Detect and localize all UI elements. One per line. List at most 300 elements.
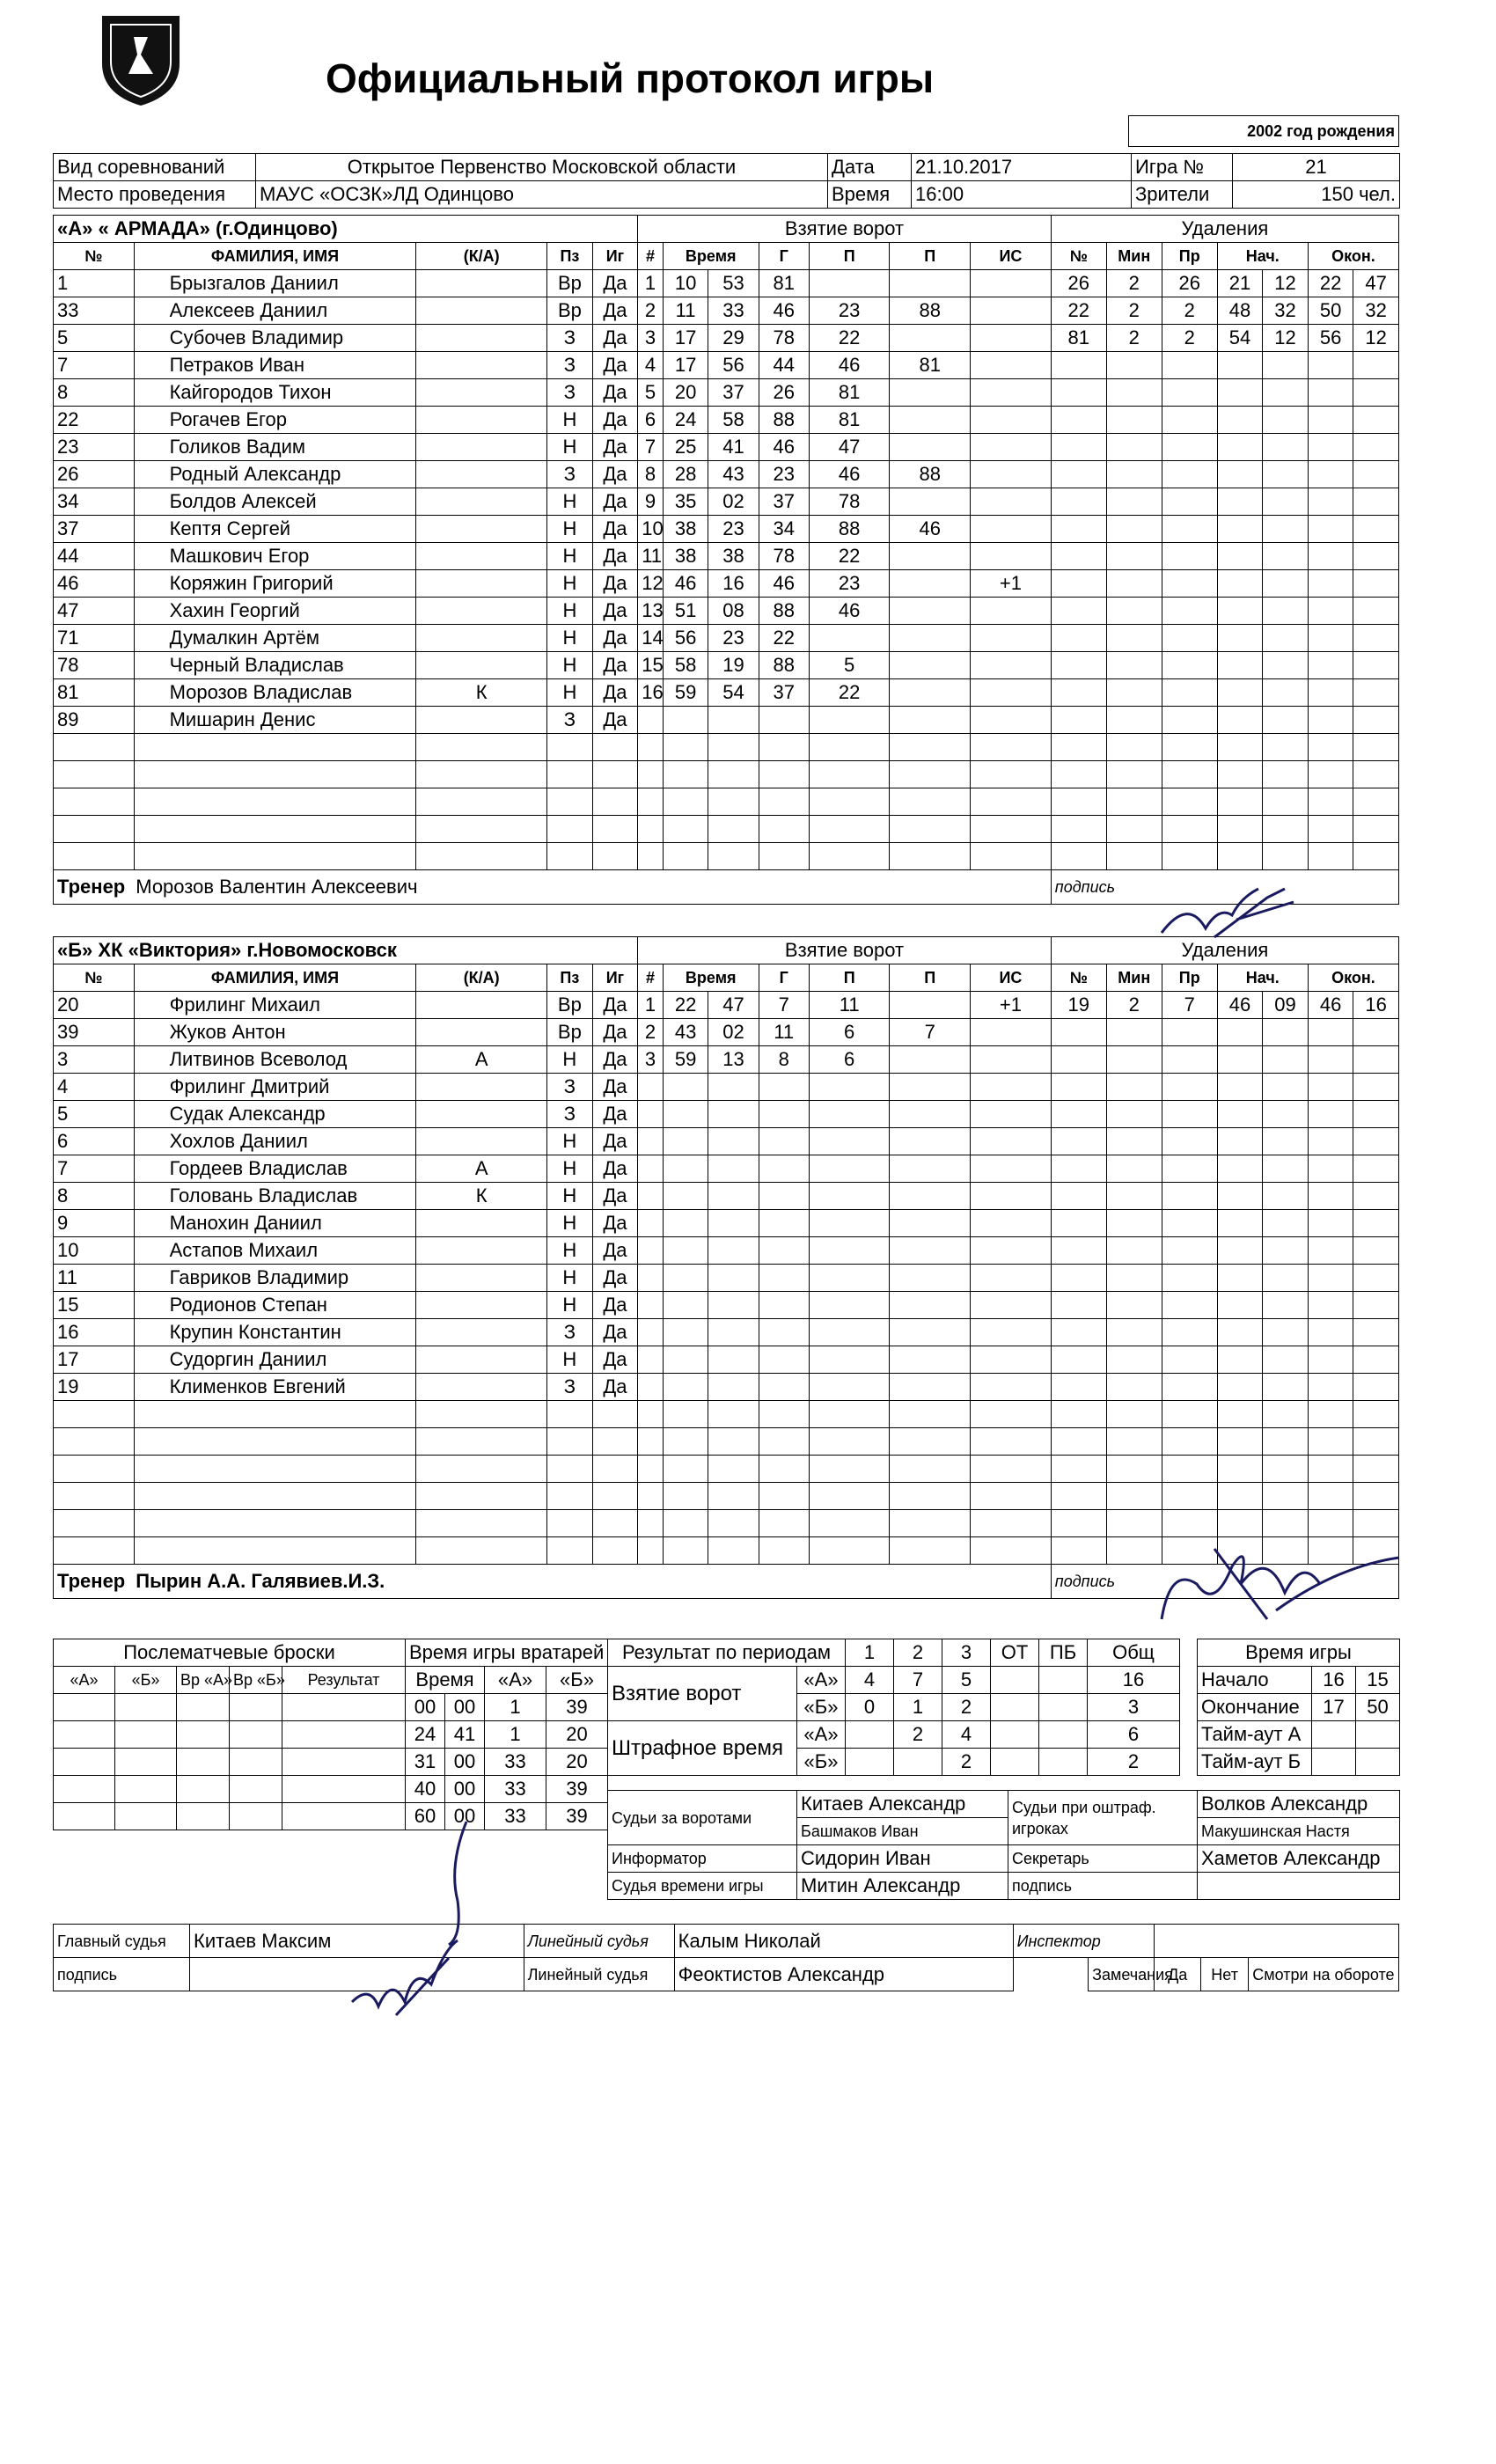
empty-cell <box>971 1401 1052 1428</box>
player-position: Н <box>547 407 593 434</box>
col-header-name: ФАМИЛИЯ, ИМЯ <box>134 964 416 992</box>
empty-cell <box>708 1101 759 1128</box>
empty-cell <box>759 1128 809 1155</box>
player-name: Гавриков Владимир <box>134 1265 416 1292</box>
empty-cell <box>416 734 547 761</box>
player-position: З <box>547 325 593 352</box>
empty-cell <box>663 1265 708 1292</box>
empty-cell <box>890 1237 971 1265</box>
player-position: Н <box>547 1046 593 1074</box>
empty-cell <box>708 1510 759 1537</box>
player-number: 81 <box>54 679 135 707</box>
empty-cell <box>1051 788 1106 816</box>
empty-cell <box>1263 734 1309 761</box>
goal-min: 24 <box>663 407 708 434</box>
empty-cell <box>1106 679 1162 707</box>
empty-cell <box>1051 1401 1106 1428</box>
col-header-played: Иг <box>592 964 638 992</box>
empty-cell <box>638 1074 664 1101</box>
player-name: Кайгородов Тихон <box>134 379 416 407</box>
empty-cell <box>663 1074 708 1101</box>
empty-cell <box>1263 379 1309 407</box>
empty-cell <box>1353 1428 1399 1456</box>
player-played: Да <box>592 1319 638 1346</box>
empty-cell <box>1106 488 1162 516</box>
player-role <box>416 1128 547 1155</box>
empty-cell <box>1217 1346 1263 1374</box>
goal-scorer: 44 <box>759 352 809 379</box>
pen-min: 2 <box>1106 325 1162 352</box>
player-position: Н <box>547 625 593 652</box>
empty-cell <box>1308 1483 1353 1510</box>
goalie-cell: 00 <box>445 1694 485 1721</box>
empty-cell <box>1106 1401 1162 1428</box>
empty-cell <box>1051 1483 1106 1510</box>
col-header-start: Нач. <box>1217 243 1308 270</box>
empty-cell <box>1263 1183 1309 1210</box>
player-number: 39 <box>54 1019 135 1046</box>
empty-cell <box>708 1210 759 1237</box>
pen-player: 19 <box>1051 992 1106 1019</box>
goal-min: 38 <box>663 543 708 570</box>
player-role <box>416 434 547 461</box>
empty-cell <box>1162 598 1217 625</box>
player-position: Вр <box>547 1019 593 1046</box>
goal-strength <box>971 325 1052 352</box>
player-number: 47 <box>54 598 135 625</box>
empty-cell <box>1106 434 1162 461</box>
pen-player: 22 <box>1051 297 1106 325</box>
player-role <box>416 1019 547 1046</box>
table-row <box>54 761 1399 788</box>
end-label: Окончание <box>1198 1694 1312 1721</box>
player-position: З <box>547 352 593 379</box>
empty-cell <box>1162 1101 1217 1128</box>
shootout-table <box>53 1639 406 1830</box>
empty-cell <box>1308 1428 1353 1456</box>
empty-cell <box>1162 570 1217 598</box>
player-role <box>416 1101 547 1128</box>
pen-start-sec: 12 <box>1263 270 1309 297</box>
period-value <box>846 1749 894 1776</box>
empty-cell <box>708 843 759 870</box>
empty-cell <box>1051 1210 1106 1237</box>
player-number: 46 <box>54 570 135 598</box>
empty-cell <box>1162 1019 1217 1046</box>
table-row <box>54 1128 1399 1155</box>
empty-cell <box>1051 570 1106 598</box>
table-row <box>54 434 1399 461</box>
player-name: Субочев Владимир <box>134 325 416 352</box>
empty-cell <box>1308 1292 1353 1319</box>
empty-cell <box>809 1456 890 1483</box>
empty-cell <box>1353 1346 1399 1374</box>
pen-min: 2 <box>1106 992 1162 1019</box>
col-header-gn: # <box>638 243 664 270</box>
empty-cell <box>1162 652 1217 679</box>
player-played: Да <box>592 543 638 570</box>
empty-cell <box>759 1237 809 1265</box>
empty-cell <box>1308 1456 1353 1483</box>
remarks-no: Нет <box>1201 1958 1248 1991</box>
empty-cell <box>708 1292 759 1319</box>
pen-start-sec: 12 <box>1263 325 1309 352</box>
player-played: Да <box>592 1101 638 1128</box>
team-name: «Б» ХК «Виктория» г.Новомосковск <box>54 937 638 964</box>
empty-cell <box>1051 1101 1106 1128</box>
empty-cell <box>1263 543 1309 570</box>
goal-strength: +1 <box>971 992 1052 1019</box>
empty-cell <box>1106 598 1162 625</box>
empty-cell <box>971 1510 1052 1537</box>
player-role: К <box>416 1183 547 1210</box>
empty-cell <box>1217 598 1263 625</box>
period-col-5: Общ <box>1088 1639 1180 1667</box>
empty-cell <box>1308 570 1353 598</box>
empty-cell <box>708 816 759 843</box>
goal-min: 38 <box>663 516 708 543</box>
goal-min: 28 <box>663 461 708 488</box>
goal-scorer: 46 <box>759 297 809 325</box>
shootout-col-2: Вр «А» <box>177 1667 230 1694</box>
goal-strength <box>971 461 1052 488</box>
club-shield-logo <box>99 11 183 107</box>
empty-cell <box>759 1292 809 1319</box>
empty-cell <box>890 707 971 734</box>
empty-cell <box>1263 488 1309 516</box>
empty-cell <box>663 1401 708 1428</box>
pen-start-sec: 32 <box>1263 297 1309 325</box>
empty-cell <box>663 1346 708 1374</box>
goal-strength <box>971 516 1052 543</box>
empty-cell <box>759 843 809 870</box>
empty-cell <box>890 761 971 788</box>
empty-cell <box>890 1101 971 1128</box>
empty-cell <box>1051 1237 1106 1265</box>
player-played: Да <box>592 1210 638 1237</box>
player-name: Болдов Алексей <box>134 488 416 516</box>
goal-assist-1: 22 <box>809 325 890 352</box>
goal-min: 20 <box>663 379 708 407</box>
empty-cell <box>1263 1428 1309 1456</box>
empty-cell <box>592 1510 638 1537</box>
goal-min: 46 <box>663 570 708 598</box>
empty-cell <box>638 816 664 843</box>
player-name: Судоргин Даниил <box>134 1346 416 1374</box>
empty-cell <box>663 1483 708 1510</box>
player-role: А <box>416 1046 547 1074</box>
goal-scorer: 37 <box>759 488 809 516</box>
shootout-col-3: Вр «Б» <box>230 1667 282 1694</box>
empty-cell <box>890 1074 971 1101</box>
empty-cell <box>759 1456 809 1483</box>
empty-cell <box>1162 461 1217 488</box>
empty-cell <box>809 1101 890 1128</box>
period-value: 2 <box>1088 1749 1180 1776</box>
pen-judge-1: Волков Александр <box>1198 1791 1400 1818</box>
empty-cell <box>638 1537 664 1565</box>
goal-assist-2 <box>890 570 971 598</box>
coach-name: Пырин А.А. Галявиев.И.З. <box>136 1570 385 1592</box>
goalie-cell: 39 <box>546 1694 608 1721</box>
player-name: Машкович Егор <box>134 543 416 570</box>
empty-cell <box>890 1537 971 1565</box>
goalie-col-b: «Б» <box>546 1667 608 1694</box>
empty-cell <box>638 1374 664 1401</box>
goal-scorer: 88 <box>759 598 809 625</box>
empty-cell <box>809 843 890 870</box>
goal-strength <box>971 488 1052 516</box>
goal-min: 35 <box>663 488 708 516</box>
empty-cell <box>1353 761 1399 788</box>
goal-sec: 41 <box>708 434 759 461</box>
empty-cell <box>708 1401 759 1428</box>
empty-cell <box>1263 761 1309 788</box>
table-row <box>54 270 1399 297</box>
empty-cell <box>809 1401 890 1428</box>
table-row <box>54 1428 1399 1456</box>
empty-cell <box>1263 1319 1309 1346</box>
table-row <box>54 1346 1399 1374</box>
empty-cell <box>971 1074 1052 1101</box>
empty-cell <box>890 1128 971 1155</box>
empty-cell <box>1263 1483 1309 1510</box>
empty-cell <box>1106 1456 1162 1483</box>
empty-cell <box>809 1183 890 1210</box>
goal-assist-2 <box>890 992 971 1019</box>
empty-cell <box>1106 1374 1162 1401</box>
empty-cell <box>971 1456 1052 1483</box>
goal-number: 15 <box>638 652 664 679</box>
empty-cell <box>809 707 890 734</box>
empty-cell <box>809 1537 890 1565</box>
goal-min: 17 <box>663 325 708 352</box>
player-number: 4 <box>54 1074 135 1101</box>
col-header-is: ИС <box>971 964 1052 992</box>
period-value: 2 <box>942 1749 991 1776</box>
empty-cell <box>547 843 593 870</box>
empty-cell <box>1217 434 1263 461</box>
empty-cell <box>1263 1155 1309 1183</box>
empty-cell <box>54 1428 135 1456</box>
empty-cell <box>54 1537 135 1565</box>
table-row <box>54 816 1399 843</box>
empty-cell <box>1106 1128 1162 1155</box>
player-role <box>416 1074 547 1101</box>
teamA-roster-table <box>53 215 1399 905</box>
empty-cell <box>708 1537 759 1565</box>
empty-cell <box>1217 761 1263 788</box>
player-role <box>416 297 547 325</box>
period-value: 5 <box>942 1667 991 1694</box>
goal-assist-2 <box>890 652 971 679</box>
empty-cell <box>1217 1292 1263 1319</box>
table-row <box>54 1101 1399 1128</box>
empty-cell <box>416 761 547 788</box>
period-col-4: ПБ <box>1039 1639 1088 1667</box>
player-name: Голиков Вадим <box>134 434 416 461</box>
empty-cell <box>759 1401 809 1428</box>
empty-cell <box>971 1183 1052 1210</box>
empty-cell <box>809 1346 890 1374</box>
empty-cell <box>1308 461 1353 488</box>
goal-scorer: 8 <box>759 1046 809 1074</box>
goal-sec: 53 <box>708 270 759 297</box>
empty-cell <box>809 1483 890 1510</box>
empty-cell <box>1217 788 1263 816</box>
empty-cell <box>638 1128 664 1155</box>
empty-cell <box>1353 407 1399 434</box>
coach-row <box>54 870 1052 905</box>
game-no: 21 <box>1233 154 1400 181</box>
goal-sec: 43 <box>708 461 759 488</box>
empty-cell <box>1308 434 1353 461</box>
empty-cell <box>592 1401 638 1428</box>
empty-cell <box>1106 1292 1162 1319</box>
goal-scorer: 23 <box>759 461 809 488</box>
table-row <box>54 788 1399 816</box>
empty-cell <box>1263 516 1309 543</box>
empty-cell <box>708 734 759 761</box>
player-role <box>416 1319 547 1346</box>
player-number: 7 <box>54 352 135 379</box>
empty-cell <box>1106 1183 1162 1210</box>
player-name: Гордеев Владислав <box>134 1155 416 1183</box>
empty-cell <box>971 1537 1052 1565</box>
empty-cell <box>1353 1183 1399 1210</box>
empty-cell <box>663 1210 708 1237</box>
empty-cell <box>638 1401 664 1428</box>
col-header-name: ФАМИЛИЯ, ИМЯ <box>134 243 416 270</box>
goal-number: 12 <box>638 570 664 598</box>
goal-number: 1 <box>638 992 664 1019</box>
periods-title: Результат по периодам <box>608 1639 846 1667</box>
shootout-col-4: Результат <box>282 1667 406 1694</box>
goal-assist-1: 22 <box>809 543 890 570</box>
empty-cell <box>1263 679 1309 707</box>
empty-cell <box>1308 679 1353 707</box>
table-row <box>54 543 1399 570</box>
player-role <box>416 992 547 1019</box>
game-label: Игра № <box>1132 154 1233 181</box>
start-h: 16 <box>1312 1667 1356 1694</box>
player-position: З <box>547 1074 593 1101</box>
col-header-ka: (К/А) <box>416 964 547 992</box>
empty-cell <box>1308 843 1353 870</box>
empty-cell <box>134 816 416 843</box>
goal-assist-2 <box>890 325 971 352</box>
empty-cell <box>1051 1456 1106 1483</box>
player-position: Н <box>547 679 593 707</box>
empty-cell <box>134 761 416 788</box>
empty-cell <box>663 707 708 734</box>
goal-sec: 38 <box>708 543 759 570</box>
goal-number: 5 <box>638 379 664 407</box>
empty-cell <box>1353 379 1399 407</box>
empty-cell <box>1051 625 1106 652</box>
pen-reason: 2 <box>1162 297 1217 325</box>
period-team: «А» <box>797 1667 846 1694</box>
goal-strength <box>971 652 1052 679</box>
goal-strength: +1 <box>971 570 1052 598</box>
player-number: 89 <box>54 707 135 734</box>
empty-cell <box>809 1510 890 1537</box>
empty-cell <box>1106 761 1162 788</box>
empty-cell <box>1353 707 1399 734</box>
date: 21.10.2017 <box>912 154 1132 181</box>
period-value: 3 <box>1088 1694 1180 1721</box>
goal-number: 4 <box>638 352 664 379</box>
empty-cell <box>1263 1292 1309 1319</box>
game-time-title: Время игры <box>1198 1639 1400 1667</box>
player-name: Петраков Иван <box>134 352 416 379</box>
goal-min: 59 <box>663 679 708 707</box>
goal-assist-2: 88 <box>890 461 971 488</box>
goalie-cell: 39 <box>546 1776 608 1803</box>
empty-cell <box>708 1183 759 1210</box>
empty-cell <box>1051 734 1106 761</box>
empty-cell <box>1308 707 1353 734</box>
pen-end-sec: 16 <box>1353 992 1399 1019</box>
empty-cell <box>1051 1346 1106 1374</box>
player-role <box>416 379 547 407</box>
empty-cell <box>1051 434 1106 461</box>
empty-cell <box>759 734 809 761</box>
empty-cell <box>638 1456 664 1483</box>
player-name: Родионов Степан <box>134 1292 416 1319</box>
timekeeper: Митин Александр <box>797 1873 1008 1900</box>
player-position: Н <box>547 652 593 679</box>
empty-cell <box>759 1483 809 1510</box>
empty-cell <box>1051 1128 1106 1155</box>
player-position: Н <box>547 1210 593 1237</box>
goal-min: 59 <box>663 1046 708 1074</box>
period-value <box>1039 1667 1088 1694</box>
secretary: Хаметов Александр <box>1198 1845 1400 1873</box>
empty-cell <box>1051 816 1106 843</box>
player-name: Морозов Владислав <box>134 679 416 707</box>
col-header-gtime: Время <box>663 243 759 270</box>
col-header-pn: № <box>1051 964 1106 992</box>
goal-min: 17 <box>663 352 708 379</box>
player-role <box>416 270 547 297</box>
empty-cell <box>592 1456 638 1483</box>
col-header-g: Г <box>759 243 809 270</box>
empty-cell <box>663 1510 708 1537</box>
empty-cell <box>1051 1292 1106 1319</box>
empty-cell <box>54 843 135 870</box>
empty-cell <box>809 788 890 816</box>
goal-assist-2: 7 <box>890 1019 971 1046</box>
goal-assist-2 <box>890 598 971 625</box>
empty-cell <box>1263 788 1309 816</box>
goal-assist-1: 23 <box>809 297 890 325</box>
player-position: Н <box>547 1346 593 1374</box>
goalie-cell: 40 <box>406 1776 445 1803</box>
table-row <box>54 625 1399 652</box>
empty-cell <box>638 734 664 761</box>
empty-cell <box>638 1183 664 1210</box>
player-played: Да <box>592 1237 638 1265</box>
goal-sec: 58 <box>708 407 759 434</box>
empty-cell <box>1162 1237 1217 1265</box>
player-number: 78 <box>54 652 135 679</box>
player-role <box>416 1374 547 1401</box>
pen-end-sec: 47 <box>1353 270 1399 297</box>
period-value <box>1039 1694 1088 1721</box>
goal-scorer: 78 <box>759 325 809 352</box>
empty-cell <box>890 1401 971 1428</box>
